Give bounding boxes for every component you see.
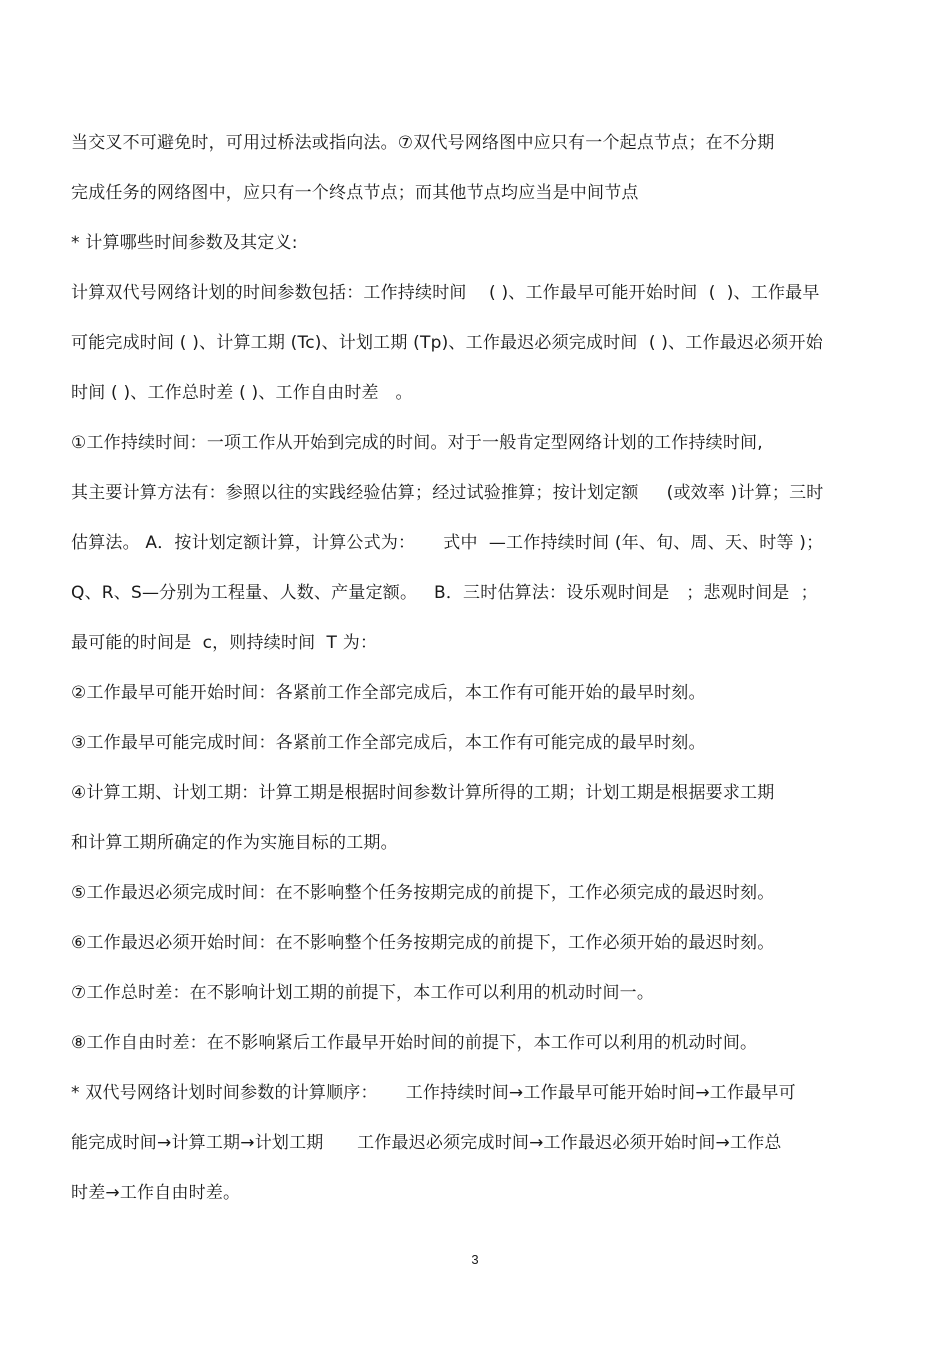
text-line: 其主要计算方法有：参照以往的实践经验估算；经过试验推算；按计划定额 (或效率 )计算；三时 bbox=[71, 483, 824, 503]
text-line: ⑧工作自由时差：在不影响紧后工作最早开始时间的前提下，本工作可以利用的机动时间。 bbox=[71, 1033, 758, 1053]
text-line: 当交叉不可避免时，可用过桥法或指向法。⑦双代号网络图中应只有一个起点节点；在不分期 bbox=[71, 133, 775, 153]
text-line: 时差→工作自由时差。 bbox=[71, 1183, 241, 1203]
text-line: 最可能的时间是 c，则持续时间 T 为： bbox=[71, 633, 378, 653]
text-line: 和计算工期所确定的作为实施目标的工期。 bbox=[71, 833, 398, 853]
text-line: ①工作持续时间：一项工作从开始到完成的时间。对于一般肯定型网络计划的工作持续时间, bbox=[71, 433, 763, 453]
text-line: ⑦工作总时差：在不影响计划工期的前提下，本工作可以利用的机动时间一。 bbox=[71, 983, 655, 1003]
section-heading: * 计算哪些时间参数及其定义: bbox=[71, 233, 298, 253]
text-line: 估算法。 A．按计划定额计算，计算公式为： 式中 —工作持续时间 (年、旬、周、天、时等 )； bbox=[71, 533, 824, 553]
text-line: 完成任务的网络图中，应只有一个终点节点；而其他节点均应当是中间节点 bbox=[71, 183, 639, 203]
text-line: ⑤工作最迟必须完成时间：在不影响整个任务按期完成的前提下，工作必须完成的最迟时刻。 bbox=[71, 883, 775, 903]
text-line: ③工作最早可能完成时间：各紧前工作全部完成后，本工作有可能完成的最早时刻。 bbox=[71, 733, 706, 753]
text-line: 计算双代号网络计划的时间参数包括：工作持续时间 ( )、工作最早可能开始时间 ( )、工作最早 bbox=[71, 283, 820, 303]
section-heading: * 双代号网络计划时间参数的计算顺序： 工作持续时间→工作最早可能开始时间→工作最早可 bbox=[71, 1083, 796, 1103]
text-line: ⑥工作最迟必须开始时间：在不影响整个任务按期完成的前提下，工作必须开始的最迟时刻。 bbox=[71, 933, 775, 953]
text-line: 能完成时间→计算工期→计划工期 工作最迟必须完成时间→工作最迟必须开始时间→工作总 bbox=[71, 1133, 782, 1153]
page-number: 3 bbox=[471, 1252, 479, 1267]
text-line: 时间 ( )、工作总时差 ( )、工作自由时差 。 bbox=[71, 383, 413, 403]
text-line: ②工作最早可能开始时间：各紧前工作全部完成后，本工作有可能开始的最早时刻。 bbox=[71, 683, 706, 703]
text-line: Q、R、S—分别为工程量、人数、产量定额。 B．三时估算法：设乐观时间是 ；悲观时间是 ； bbox=[71, 583, 818, 603]
text-line: 可能完成时间 ( )、计算工期 (Tc)、计划工期 (Tp)、工作最迟必须完成时间 ( )、工作最迟必须开始 bbox=[71, 333, 823, 353]
text-line: ④计算工期、计划工期：计算工期是根据时间参数计算所得的工期；计划工期是根据要求工期 bbox=[71, 783, 775, 803]
